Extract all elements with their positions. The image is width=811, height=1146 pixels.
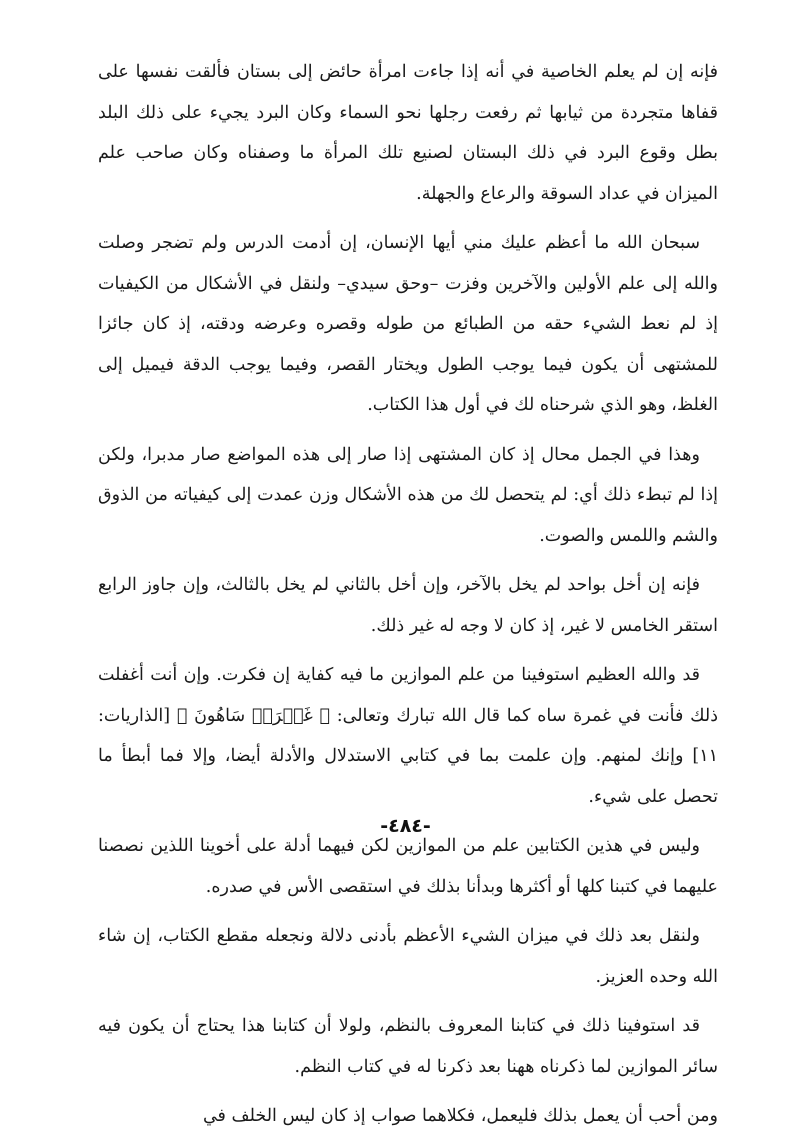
paragraph-5: قد والله العظيم استوفينا من علم الموازين ما فيه كفاية إن فكرت. وإن أنت أغفلت ذلك فأنت في غمرة ساه كما قال الله تبارك وتعالى: ﴿ غَمۡرَةٖ سَاهُونَ ﴾ [الذاريات: ١١] وإنك لمنهم. وإن علمت بما في كتابي الاستدلال والأدلة أيضا، وإلا فما أبطأ ما تحصل على شيء. (98, 665, 718, 807)
paragraph-9: ومن أحب أن يعمل بذلك فليعمل، فكلاهما صواب إذ كان ليس الخلف في (202, 1106, 718, 1126)
paragraph-3: وهذا في الجمل محال إذ كان المشتهى إذا صار إلى هذه المواضع صار مدبرا، ولكن إذا لم تبطء ذلك أي: لم يتحصل لك من هذه الأشكال وزن عمدت إلى كيفياته من الذوق والشم واللمس والصوت. (98, 444, 718, 546)
paragraph-1: فإنه إن لم يعلم الخاصية في أنه إذا جاءت امرأة حائض إلى بستان فألقت نفسها على قفاها متجردة من ثيابها ثم رفعت رجلها نحو السماء وكان البرد يجيء على ذلك البلد بطل وقوع البرد في ذلك البستان لصنيع تلك المرأة ما وصفناه وكان صاحب علم الميزان في عداد السوقة والرعاع والجهلة. (98, 62, 718, 204)
page-number: -٤٨٤- (380, 815, 431, 837)
paragraph-4: فإنه إن أخل بواحد لم يخل بالآخر، وإن أخل بالثاني لم يخل بالثالث، وإن جاوز الرابع استقر الخامس لا غير، إذ كان لا وجه له غير ذلك. (98, 575, 718, 636)
paragraph-2: سبحان الله ما أعظم عليك مني أيها الإنسان، إن أدمت الدرس ولم تضجر وصلت والله إلى علم الأولين والآخرين وفزت –وحق سيدي– ولنقل في الأشكال من الكيفيات إذ لم نعط الشيء حقه من الطبائع من طوله وقصره وعرضه ودقته، إذ كان جائزا للمشتهى أن يكون فيما يوجب الطول ويختار القصر، وفيما يوجب الدقة فيميل إلى الغلظ، وهو الذي شرحناه لك في أول هذا الكتاب. (98, 233, 718, 415)
paragraph-7: ولنقل بعد ذلك في ميزان الشيء الأعظم بأدنى دلالة ونجعله مقطع الكتاب، إن شاء الله وحده العزيز. (98, 926, 718, 987)
paragraph-6: وليس في هذين الكتابين علم من الموازين لكن فيهما أدلة على أخوينا اللذين نصصنا عليهما في كتبنا كلها أو أكثرها وبدأنا بذلك في استقصى الأس في صدره. (98, 836, 718, 897)
page-body (98, 52, 718, 1146)
paragraph-8: قد استوفينا ذلك في كتابنا المعروف بالنظم، ولولا أن كتابنا هذا يحتاج أن يكون فيه سائر الموازين لما ذكرناه ههنا بعد ذكرنا له في كتاب النظم. (98, 1016, 718, 1077)
